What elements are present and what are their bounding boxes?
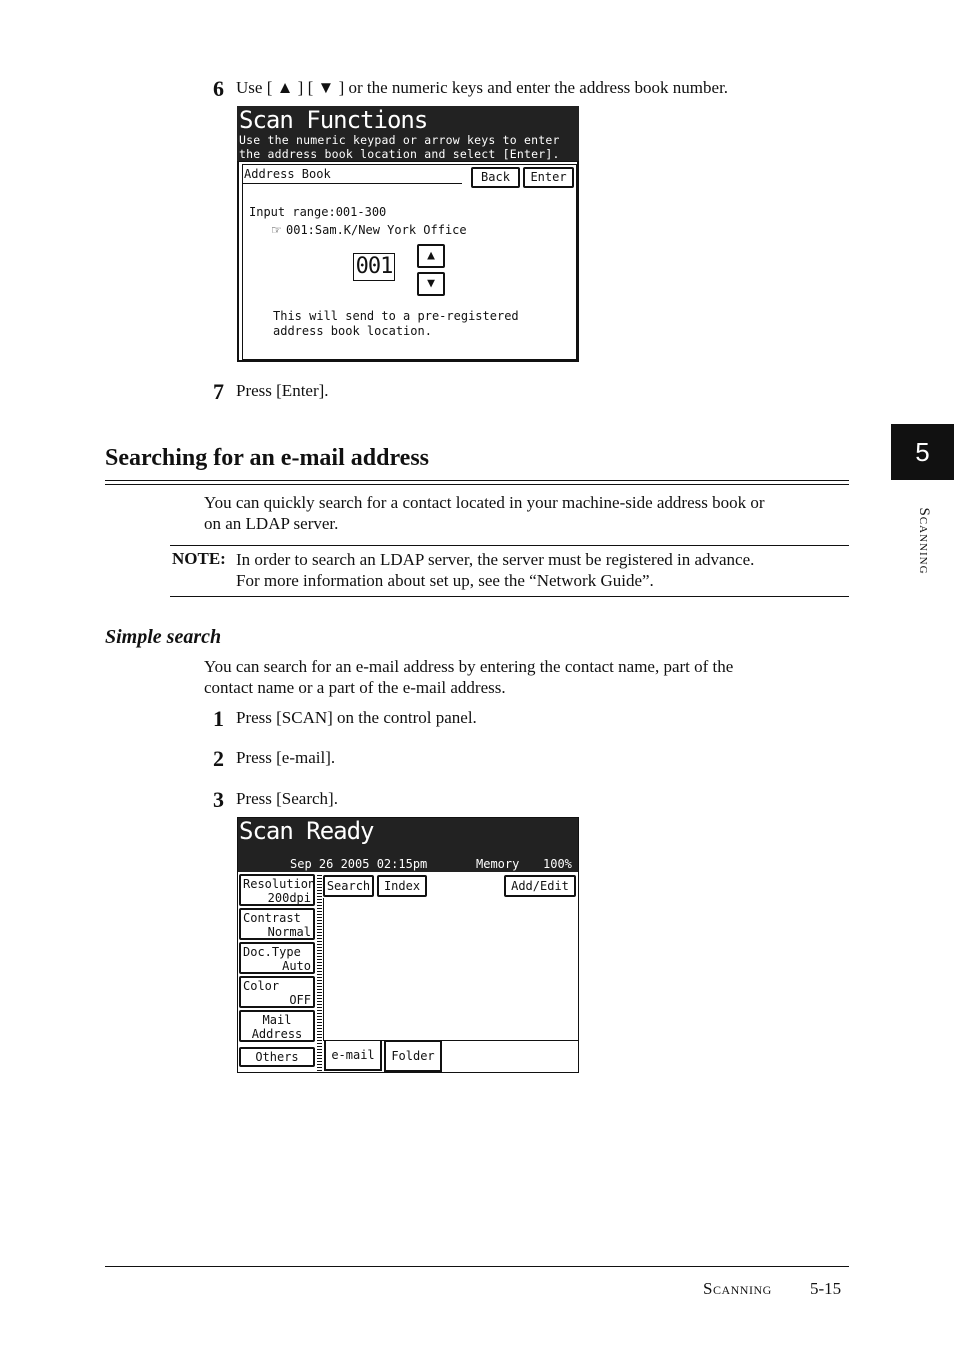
input-range: Input range:001-300 <box>249 205 387 219</box>
memory-label: Memory <box>476 857 520 871</box>
button-value: OFF <box>289 993 311 1007</box>
down-arrow-button[interactable]: ▼ <box>417 272 445 296</box>
scan-functions-screen <box>237 106 579 362</box>
color-button[interactable] <box>239 976 315 1008</box>
doc-type-button[interactable] <box>239 942 315 974</box>
resolution-button[interactable] <box>239 874 315 906</box>
intro-line: You can quickly search for a contact located in your machine-side address book or <box>204 493 765 512</box>
screen-title: Scan Ready <box>239 817 374 845</box>
search-button[interactable]: Search <box>323 875 374 897</box>
chapter-number-tab: 5 <box>891 424 954 480</box>
others-button[interactable]: Others <box>239 1047 315 1067</box>
step-text: Press [Search]. <box>236 789 338 808</box>
step-text: Press [SCAN] on the control panel. <box>236 708 477 727</box>
button-value: Auto <box>282 959 311 973</box>
note-line: For more information about set up, see the “Network Guide”. <box>236 571 654 590</box>
screen-note-2: address book location. <box>273 324 432 338</box>
screen-note-1: This will send to a pre-registered <box>273 309 519 323</box>
footer-section: Scanning <box>703 1279 772 1298</box>
section-title: Searching for an e-mail address <box>105 445 430 471</box>
screen-subtitle-1: Use the numeric keypad or arrow keys to enter <box>239 133 560 147</box>
back-button[interactable]: Back <box>471 167 520 188</box>
button-value: 200dpi <box>267 891 311 905</box>
button-value: Normal <box>267 925 311 939</box>
scan-ready-screen <box>237 817 579 1073</box>
intro-line: on an LDAP server. <box>204 514 339 533</box>
note-text <box>236 549 754 591</box>
separator-strip <box>317 873 322 1071</box>
address-entry: 001:Sam.K/New York Office <box>286 223 467 237</box>
index-button[interactable]: Index <box>377 875 427 897</box>
screen-subtitle-2: the address book location and select [Enter]. <box>239 147 560 161</box>
list-area <box>323 898 578 1040</box>
intro-line: contact name or a part of the e-mail address. <box>204 678 506 697</box>
screen-title: Scan Functions <box>239 106 428 134</box>
address-book-label: Address Book <box>244 167 331 181</box>
button-label: Address <box>251 1027 303 1041</box>
mail-address-button[interactable] <box>239 1010 315 1042</box>
button-label: Mail <box>262 1013 292 1027</box>
button-label: Doc.Type <box>243 945 301 959</box>
step-text: Use [ ▲ ] [ ▼ ] or the numeric keys and enter the address book number. <box>236 78 729 97</box>
divider <box>105 484 849 485</box>
divider <box>170 545 849 546</box>
step-text: Press [e-mail]. <box>236 748 336 767</box>
up-arrow-button[interactable]: ▲ <box>417 244 445 268</box>
date-time: Sep 26 2005 02:15pm <box>290 857 428 871</box>
note-line: In order to search an LDAP server, the server must be registered in advance. <box>236 550 755 569</box>
section-intro <box>204 492 765 534</box>
step-number: 7 <box>213 379 224 404</box>
screen-header <box>238 818 578 872</box>
button-label: Color <box>243 979 280 993</box>
step-number: 1 <box>213 706 224 731</box>
intro-line: You can search for an e-mail address by entering the contact name, part of the <box>204 657 734 676</box>
screen-header <box>237 106 579 161</box>
page-number: 5-15 <box>810 1279 842 1298</box>
button-label: Resolution <box>243 877 316 891</box>
contrast-button[interactable] <box>239 908 315 940</box>
footer-rule <box>105 1266 849 1267</box>
tab-email[interactable]: e-mail <box>324 1041 382 1071</box>
chapter-label: Scanning <box>916 507 932 575</box>
step-number: 2 <box>213 746 224 771</box>
hand-pointer-icon: ☞ <box>271 223 282 237</box>
tab-folder[interactable]: Folder <box>384 1040 442 1072</box>
screen-body <box>237 161 579 362</box>
address-number-field[interactable]: 001 <box>353 253 395 281</box>
field-underline <box>243 183 462 184</box>
step-text: Press [Enter]. <box>236 381 329 400</box>
note-label: NOTE: <box>172 549 226 568</box>
enter-button[interactable]: Enter <box>523 167 574 188</box>
step-number: 3 <box>213 787 224 812</box>
subsection-intro <box>204 656 733 698</box>
button-label: Contrast <box>243 911 301 925</box>
divider <box>105 480 849 481</box>
memory-percent: 100% <box>543 857 572 871</box>
step-number: 6 <box>213 76 224 101</box>
divider <box>170 596 849 597</box>
add-edit-button[interactable]: Add/Edit <box>504 875 576 897</box>
subsection-title: Simple search <box>105 626 222 648</box>
